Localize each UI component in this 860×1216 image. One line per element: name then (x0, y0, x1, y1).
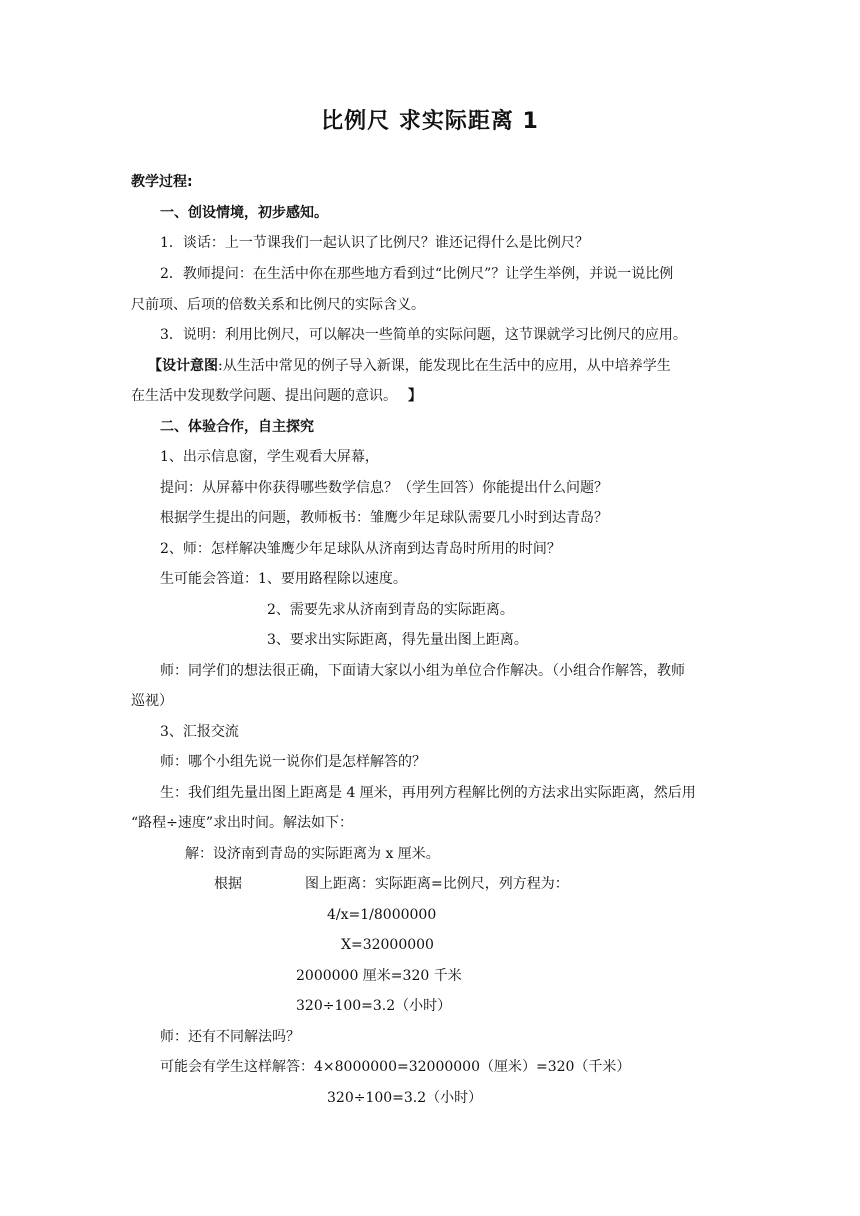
design-intent-text-2: 在生活中发现数学问题、提出问题的意识。 (131, 388, 390, 404)
paragraph: 尺前项、后项的倍数关系和比例尺的实际含义。 (131, 297, 425, 313)
equation: 4/x=1/8000000 (327, 907, 437, 923)
design-intent-label: 【设计意图 (148, 358, 218, 374)
paragraph: 2．教师提问：在生活中你在那些地方看到过“比例尺”？让学生举例，并说一说比例 (160, 266, 674, 282)
solution-line: 图上距离：实际距离=比例尺，列方程为： (305, 876, 569, 892)
equation: X=32000000 (341, 937, 434, 953)
design-intent-cont (131, 386, 422, 406)
paragraph: 2、需要先求从济南到青岛的实际距离。 (267, 602, 514, 618)
paragraph: 师：还有不同解法吗？ (160, 1029, 300, 1045)
paragraph: 3．说明：利用比例尺，可以解决一些简单的实际问题，这节课就学习比例尺的应用。 (160, 327, 687, 343)
paragraph: 3、要求出实际距离，得先量出图上距离。 (267, 632, 528, 648)
design-intent-text: :从生活中常见的例子导入新课，能发现比在生活中的应用，从中培养学生 (218, 358, 671, 374)
paragraph: 师：同学们的想法很正确，下面请大家以小组为单位合作解决。（小组合作解答，教师 (160, 663, 685, 679)
paragraph: 可能会有学生这样解答：4×8000000=32000000（厘米）=320（千米） (160, 1059, 631, 1075)
paragraph: 生：我们组先量出图上距离是 4 厘米，再用列方程解比例的方法求出实际距离，然后用 (160, 785, 696, 801)
page-title: 比例尺 求实际距离 1 (321, 109, 539, 134)
paragraph: 1、出示信息窗，学生观看大屏幕， (160, 449, 379, 465)
design-intent-end: 】 (408, 388, 422, 404)
process-label: 教学过程: (131, 174, 193, 190)
equation: 2000000 厘米=320 千米 (296, 968, 462, 984)
paragraph: 提问：从屏幕中你获得哪些数学信息？（学生回答）你能提出什么问题？ (160, 480, 608, 496)
section-2-heading: 二、体验合作，自主探究 (160, 419, 314, 435)
section-1-heading: 一、创设情境，初步感知。 (160, 205, 328, 221)
paragraph: 1．谈话：上一节课我们一起认识了比例尺？谁还记得什么是比例尺？ (160, 235, 589, 251)
equation: 320÷100=3.2（小时） (327, 1090, 483, 1106)
design-intent (148, 356, 671, 376)
paragraph: 师：哪个小组先说一说你们是怎样解答的？ (160, 754, 426, 770)
solution-line: 根据 (214, 876, 242, 892)
paragraph: 根据学生提出的问题，教师板书：雏鹰少年足球队需要几小时到达青岛？ (160, 510, 608, 526)
paragraph: 2、师：怎样解决雏鹰少年足球队从济南到达青岛时所用的时间？ (160, 541, 561, 557)
solution-line: 解：设济南到青岛的实际距离为 x 厘米。 (185, 846, 440, 862)
equation: 320÷100=3.2（小时） (296, 998, 452, 1014)
paragraph: 生可能会答道：1、要用路程除以速度。 (160, 571, 407, 587)
paragraph: 3、汇报交流 (160, 724, 239, 740)
paragraph: “路程÷速度”求出时间。解法如下： (131, 815, 354, 831)
paragraph: 巡视） (131, 693, 173, 709)
